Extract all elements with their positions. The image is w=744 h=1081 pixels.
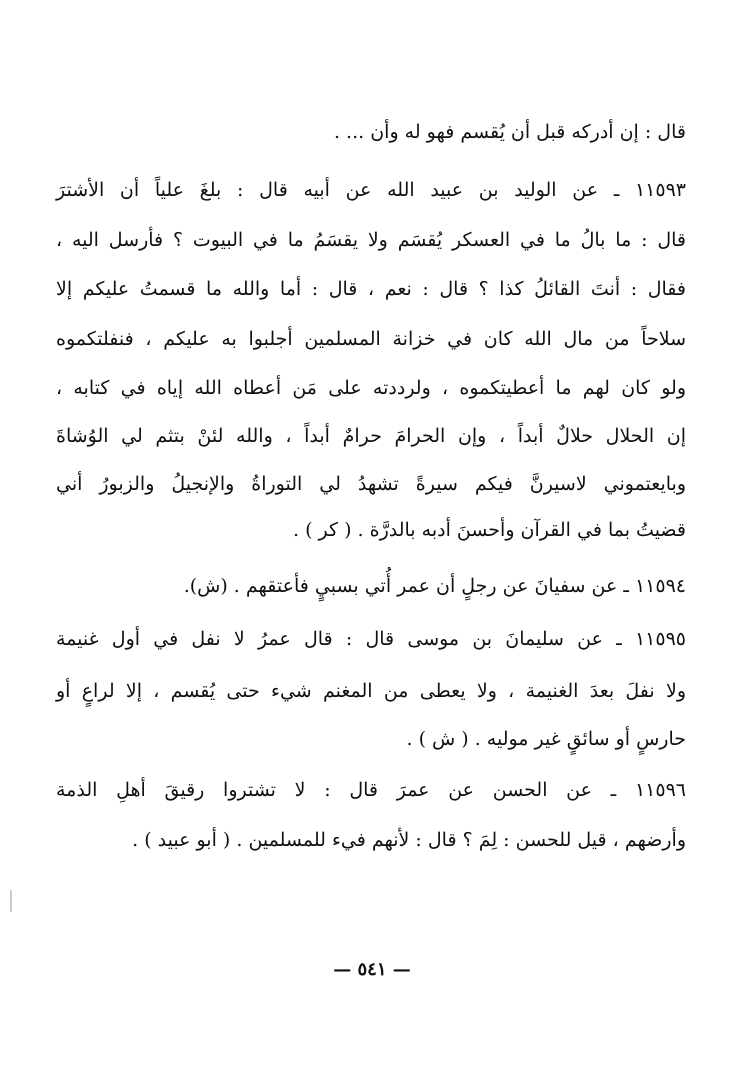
text-line: فقال : أنتَ القائلُ كذا ؟ قال : نعم ، قال : أما والله ما قسمتُ عليكم إلا <box>56 278 686 300</box>
text-line: ١١٥٩٣ ـ عن الوليد بن عبيد الله عن أبيه قال : بلغَ علياً أن الأشترَ <box>56 179 686 201</box>
text-line: حارسٍ أو سائقٍ غير موليه . ( ش ) . <box>406 728 686 750</box>
text-line: ١١٥٩٤ ـ عن سفيانَ عن رجلٍ أن عمر أُتي بسبيٍ فأعتقهم . (ش). <box>183 575 686 597</box>
text-line: ولو كان لهم ما أعطيتكموه ، ولرددته على مَن أعطاه الله إياه في كتابه ، <box>56 377 686 399</box>
text-line: ١١٥٩٥ ـ عن سليمانَ بن موسى قال : قال عمرُ لا نفل في أول غنيمة <box>56 628 686 650</box>
text-line: ١١٥٩٦ ـ عن الحسن عن عمرَ قال : لا تشتروا رقيقَ أهلِ الذمة <box>56 779 686 801</box>
text-line: ولا نفلَ بعدَ الغنيمة ، ولا يعطى من المغنم شيء حتى يُقسم ، إلا لراعٍ أو <box>56 680 686 702</box>
page-number: — ٥٤١ — <box>333 959 411 980</box>
text-line: وأرضهم ، قيل للحسن : لِمَ ؟ قال : لأنهم فيء للمسلمين . ( أبو عبيد ) . <box>132 829 686 851</box>
text-line: وبايعتموني لاسيرنَّ فيكم سيرةً تشهدُ لي التوراةُ والإنجيلُ والزبورُ أني <box>56 473 686 495</box>
text-line: قال : إن أدركه قبل أن يُقسم فهو له وأن ... . <box>333 121 686 143</box>
scan-edge-mark <box>10 890 12 912</box>
text-line: سلاحاً من مال الله كان في خزانة المسلمين أجلبوا به عليكم ، فنفلتكموه <box>56 328 686 350</box>
text-line: قال : ما بالُ ما في العسكر يُقسَم ولا يقسَمُ ما في البيوت ؟ فأرسل اليه ، <box>56 229 686 251</box>
text-line: قضيتُ بما في القرآن وأحسنَ أدبه بالدرَّة . ( كر ) . <box>293 519 686 541</box>
text-line: إن الحلال حلالٌ أبداً ، وإن الحرامَ حرامٌ أبداً ، والله لئنْ بتثم لي الوُشاةَ <box>56 425 686 447</box>
